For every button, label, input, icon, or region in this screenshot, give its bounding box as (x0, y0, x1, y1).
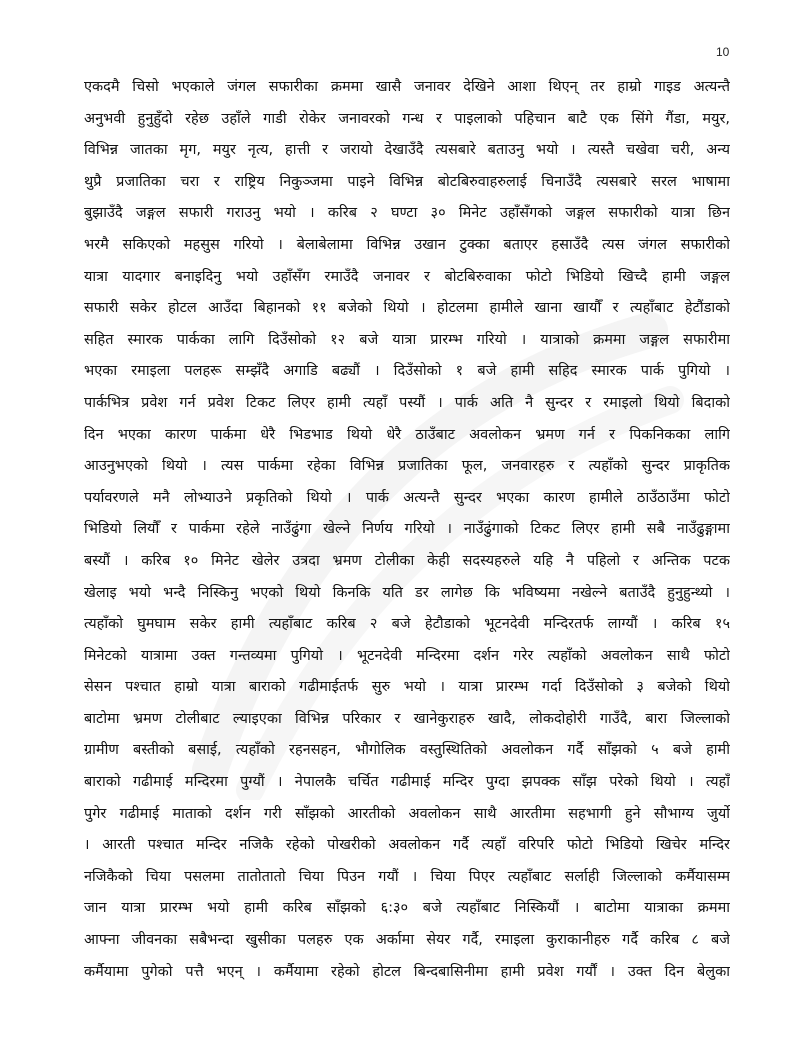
text-line: बाराको गढीमाई मन्दिरमा पुग्यौं । नेपालकै चर्चित गढीमाई मन्दिर पुग्दा झपक्क साँझ परेको थियो । त्यहाँ (84, 774, 730, 791)
text-line: । आरती पश्चात मन्दिर नजिकै रहेको पोखरीको अवलोकन गर्दै त्यहाँ वरिपरि फोटो भिडियो खिचेर मन्दिर (84, 837, 730, 854)
text-line: थुप्रै प्रजातिका चरा र राष्ट्रिय निकुञ्जमा पाइने विभिन्न बोटबिरुवाहरुलाई चिनाउँदै त्यसबारे सरल भाषामा (84, 173, 730, 190)
text-line: पुगेर गढीमाई माताको दर्शन गरी साँझको आरतीको अवलोकन साथै आरतीमा सहभागी हुने सौभाग्य जुर्यो (84, 805, 730, 822)
text-line: भएका रमाइला पलहरू सम्झँदै अगाडि बढ्यौं । दिउँसोको १ बजे हामी सहिद स्मारक पार्क पुगियो । (84, 363, 730, 380)
text-line: बस्यौं । करिब १० मिनेट खेलेर उत्रदा भ्रमण टोलीका केही सदस्यहरुले यहि नै पहिलो र अन्तिक पटक (84, 552, 730, 569)
text-line: कर्मैयामा पुगेको पत्तै भएन् । कर्मैयामा रहेको होटल बिन्दबासिनीमा हामी प्रवेश गर्यौं । उक्त दिन बेलुका (84, 963, 730, 980)
text-line: बुझाउँदै जङ्गल सफारी गराउनु भयो । करिब २ घण्टा ३० मिनेट उहाँसँगको जङ्गल सफारीको यात्रा छिन (84, 205, 730, 222)
text-line: त्यहाँको घुमघाम सकेर हामी त्यहाँबाट करिब २ बजे हेटौडाको भूटनदेवी मन्दिरतर्फ लाग्यौं । करिब १५ (84, 616, 730, 633)
text-line: सहित स्मारक पार्कका लागि दिउँसोको १२ बजे यात्रा प्रारम्भ गरियो । यात्राको क्रममा जङ्गल सफारीमा (84, 331, 730, 348)
text-line: मिनेटको यात्रामा उक्त गन्तव्यमा पुगियो । भूटनदेवी मन्दिरमा दर्शन गरेर त्यहाँको अवलोकन साथै फोटो (84, 647, 730, 664)
text-line: ग्रामीण बस्तीको बसाई, त्यहाँको रहनसहन, भौगोलिक वस्तुस्थितिको अवलोकन गर्दै साँझको ५ बजे हामी (84, 742, 730, 759)
text-line: नजिकैको चिया पसलमा तातोतातो चिया पिउन गयौं । चिया पिएर त्यहाँबाट सर्लाही जिल्लाको कर्मैयासम्म (84, 868, 730, 885)
page-number: 10 (716, 45, 730, 59)
text-line: भिडियो लियौँ र पार्कमा रहेले नाउँढुंगा खेल्ने निर्णय गरियो । नाउँढुंगाको टिकट लिएर हामी सबै नाउँढुङ्गामा (84, 521, 730, 538)
text-line: सेसन पश्चात हाम्रो यात्रा बाराको गढीमाईतर्फ सुरु भयो । यात्रा प्रारम्भ गर्दा दिउँसोको ३ बजेको थियो (84, 679, 730, 696)
text-line: यात्रा यादगार बनाइदिनु भयो उहाँसँग रमाउँदै जनावर र बोटबिरुवाका फोटो भिडियो खिच्दै हामी जङ्गल (84, 268, 730, 285)
text-line: एकदमै चिसो भएकाले जंगल सफारीका क्रममा खासै जनावर देखिने आशा थिएन् तर हाम्रो गाइड अत्यन्तै (84, 79, 730, 95)
text-line: आउनुभएको थियो । त्यस पार्कमा रहेका विभिन्न प्रजातिका फूल, जनवारहरु र त्यहाँको सुन्दर प्राकृतिक (84, 458, 730, 475)
text-line: खेलाइ भयो भन्दै निस्किनु भएको थियो किनकि यति डर लागेछ कि भविष्यमा नखेल्ने बताउँदै हुनुहुन्थ्यो । (84, 584, 730, 601)
text-line: पर्यावरणले मनै लोभ्याउने प्रकृतिको थियो । पार्क अत्यन्तै सुन्दर भएका कारण हामीले ठाउँठाउँमा फोटो (84, 489, 730, 506)
body-paragraph (84, 72, 730, 988)
text-line: दिन भएका कारण पार्कमा धेरै भिडभाड थियो धेरै ठाउँबाट अवलोकन भ्रमण गर्न र पिकनिकका लागि (84, 426, 730, 443)
text-line: विभिन्न जातका मृग, मयुर नृत्य, हात्ती र जरायो देखाउँदै त्यसबारे बताउनु भयो । त्यस्तै चखेवा चरी, अन्य (84, 142, 730, 159)
text-line: बाटोमा भ्रमण टोलीबाट ल्याइएका विभिन्न परिकार र खानेकुराहरु खादै, लोकदोहोरी गाउँदै, बारा जिल्लाको (84, 710, 730, 727)
text-line: पार्कभित्र प्रवेश गर्न प्रवेश टिकट लिएर हामी त्यहाँ पस्यौं । पार्क अति नै सुन्दर र रमाइलो थियो बिदाको (84, 394, 730, 411)
text-line: आफ्ना जीवनका सबैभन्दा खुसीका पलहरु एक अर्कामा सेयर गर्दै, रमाइला कुराकानीहरु गर्दै करिब ८ बजे (84, 932, 730, 949)
text-line: भरमै सकिएको महसुस गरियो । बेलाबेलामा विभिन्न उखान टुक्का बताएर हसाउँदै त्यस जंगल सफारीको (84, 236, 730, 253)
text-line: अनुभवी हुनुहुँदो रहेछ उहाँले गाडी रोकेर जनावरको गन्ध र पाइलाको पहिचान बाटै एक सिंगे गैंडा, मयुर, (84, 110, 730, 127)
text-line: जान यात्रा प्रारम्भ भयो हामी करिब साँझको ६:३० बजे त्यहाँबाट निस्कियौं । बाटोमा यात्राका क्रममा (84, 900, 730, 917)
text-line: सफारी सकेर होटल आउँदा बिहानको ११ बजेको थियो । होटलमा हामीले खाना खायौँ र त्यहाँबाट हेटौंडाको (84, 300, 730, 317)
